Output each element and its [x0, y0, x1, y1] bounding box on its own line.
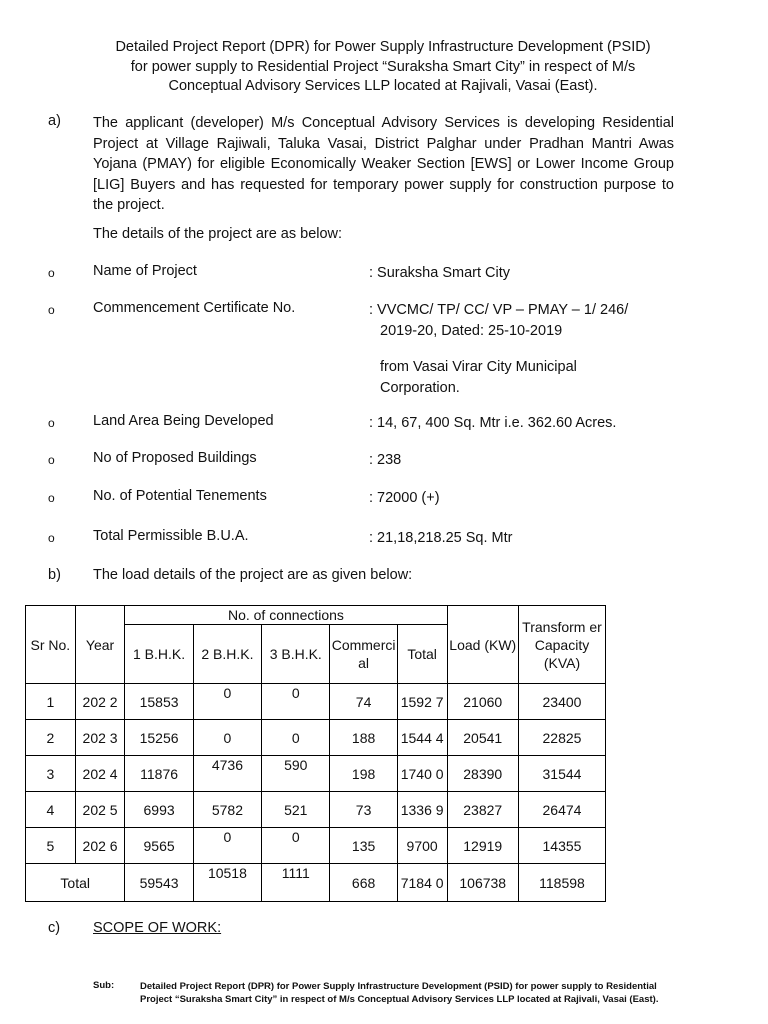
header-connections: No. of connections — [125, 606, 447, 625]
detail-value: : 238 — [369, 452, 402, 468]
cell-sr: 1 — [26, 684, 76, 720]
footer-line-2: Project “Suraksha Smart City” in respect of M/s Conceptual Advisory Services LLP located at Rajivali, Vasai (East). — [140, 994, 659, 1005]
detail-label: Commencement Certificate No. — [93, 300, 296, 316]
header-sr-no: Sr No. — [26, 606, 76, 684]
cell-year: 202 2 — [75, 684, 125, 720]
detail-value: : 14, 67, 400 Sq. Mtr i.e. 362.60 Acres. — [369, 415, 617, 431]
header-2bhk: 2 B.H.K. — [193, 625, 261, 684]
cell-transformer: 118598 — [518, 864, 605, 902]
detail-label: Total Permissible B.U.A. — [93, 528, 249, 544]
cell-commercial: 188 — [330, 720, 397, 756]
cell-year: 202 3 — [75, 720, 125, 756]
cell-1bhk: 15256 — [125, 720, 193, 756]
section-a-paragraph: The applicant (developer) M/s Conceptual Advisory Services is developing Residential Project at Village Rajiwali, Taluka Vasai, District Palghar under Pradhan Mantri Awas Yojana (PMAY) for eligible Economically Weaker Section [EWS] or Lower Income Group [LIG] Buyers and has requested for temporary power supply for construction purpose to the project. — [93, 115, 674, 213]
cell-3bhk: 521 — [262, 792, 330, 828]
load-details-table — [25, 605, 606, 902]
cell-1bhk: 11876 — [125, 756, 193, 792]
header-total: Total — [397, 625, 447, 684]
header-commercial: Commerci al — [330, 625, 397, 684]
details-intro: The details of the project are as below: — [93, 226, 343, 242]
header-1bhk: 1 B.H.K. — [125, 625, 193, 684]
cell-2bhk: 4736 — [193, 756, 261, 792]
cell-transformer: 23400 — [518, 684, 605, 720]
cell-1bhk: 59543 — [125, 864, 193, 902]
cell-sr: 2 — [26, 720, 76, 756]
section-c-marker: c) — [48, 920, 61, 936]
detail-value-line: 2019-20, Dated: 25-10-2019 — [380, 322, 563, 339]
table-row — [26, 828, 606, 864]
table-row — [26, 792, 606, 828]
table-row — [26, 720, 606, 756]
cell-year: 202 6 — [75, 828, 125, 864]
cell-transformer: 14355 — [518, 828, 605, 864]
section-b-marker: b) — [48, 567, 61, 583]
cell-year: 202 4 — [75, 756, 125, 792]
cell-3bhk: 590 — [262, 756, 330, 792]
cell-total: 1544 4 — [397, 720, 447, 756]
cell-3bhk: 1111 — [262, 864, 330, 902]
cell-commercial: 73 — [330, 792, 397, 828]
cell-2bhk: 10518 — [193, 864, 261, 902]
cell-total: 1336 9 — [397, 792, 447, 828]
table-row — [26, 684, 606, 720]
detail-value: : 21,18,218.25 Sq. Mtr — [369, 530, 513, 546]
cell-load: 23827 — [447, 792, 518, 828]
header-transformer: Transform er Capacity (KVA) — [518, 606, 605, 684]
scope-of-work-heading: SCOPE OF WORK: — [93, 920, 222, 936]
cell-transformer: 22825 — [518, 720, 605, 756]
cell-1bhk: 6993 — [125, 792, 193, 828]
detail-label: Land Area Being Developed — [93, 413, 274, 429]
cell-3bhk: 0 — [262, 828, 330, 864]
header-year: Year — [75, 606, 125, 684]
cell-1bhk: 9565 — [125, 828, 193, 864]
footer-line-1: Detailed Project Report (DPR) for Power Supply Infrastructure Development (PSID) for power supply to Residential — [140, 981, 657, 992]
bullet: o — [48, 531, 55, 545]
table-row — [26, 756, 606, 792]
cell-total-label: Total — [26, 864, 125, 902]
cell-total: 9700 — [397, 828, 447, 864]
bullet: o — [48, 303, 55, 317]
title-line-3: Conceptual Advisory Services LLP located at Rajivali, Vasai (East). — [168, 78, 598, 94]
header-3bhk: 3 B.H.K. — [262, 625, 330, 684]
detail-value: : 72000 (+) — [369, 490, 440, 506]
cell-commercial: 74 — [330, 684, 397, 720]
table-header-row — [26, 606, 606, 625]
cell-total: 1592 7 — [397, 684, 447, 720]
bullet: o — [48, 453, 55, 467]
cell-sr: 5 — [26, 828, 76, 864]
section-a-marker: a) — [48, 113, 61, 129]
table-total-row — [26, 864, 606, 902]
detail-label: Name of Project — [93, 263, 197, 279]
cell-load: 20541 — [447, 720, 518, 756]
cell-2bhk: 0 — [193, 720, 261, 756]
cell-sr: 3 — [26, 756, 76, 792]
cell-total: 7184 0 — [397, 864, 447, 902]
detail-label: No of Proposed Buildings — [93, 450, 257, 466]
cell-year: 202 5 — [75, 792, 125, 828]
header-load: Load (KW) — [447, 606, 518, 684]
cell-load: 106738 — [447, 864, 518, 902]
bullet: o — [48, 416, 55, 430]
cell-2bhk: 5782 — [193, 792, 261, 828]
cell-sr: 4 — [26, 792, 76, 828]
title-line-2: for power supply to Residential Project “Suraksha Smart City” in respect of M/s — [130, 58, 636, 75]
cell-commercial: 198 — [330, 756, 397, 792]
cell-3bhk: 0 — [262, 684, 330, 720]
detail-value-line: Corporation. — [380, 379, 460, 396]
detail-value-line: from Vasai Virar City Municipal — [380, 359, 577, 375]
detail-label: No. of Potential Tenements — [93, 488, 267, 504]
cell-load: 12919 — [447, 828, 518, 864]
footer-subject — [140, 980, 680, 1006]
cell-load: 28390 — [447, 756, 518, 792]
cell-commercial: 668 — [330, 864, 397, 902]
footer-sub-label: Sub: — [93, 980, 115, 991]
cell-1bhk: 15853 — [125, 684, 193, 720]
cell-3bhk: 0 — [262, 720, 330, 756]
cell-load: 21060 — [447, 684, 518, 720]
cell-commercial: 135 — [330, 828, 397, 864]
detail-value — [369, 300, 689, 398]
bullet: o — [48, 266, 55, 280]
cell-transformer: 26474 — [518, 792, 605, 828]
cell-2bhk: 0 — [193, 684, 261, 720]
document-title — [60, 38, 706, 97]
detail-value-line: : VVCMC/ TP/ CC/ VP – PMAY – 1/ 246/ — [369, 302, 629, 318]
title-line-1: Detailed Project Report (DPR) for Power Supply Infrastructure Development (PSID) — [115, 39, 651, 55]
cell-total: 1740 0 — [397, 756, 447, 792]
section-b-text: The load details of the project are as given below: — [93, 567, 413, 583]
cell-2bhk: 0 — [193, 828, 261, 864]
cell-transformer: 31544 — [518, 756, 605, 792]
detail-value: : Suraksha Smart City — [369, 265, 511, 281]
bullet: o — [48, 491, 55, 505]
